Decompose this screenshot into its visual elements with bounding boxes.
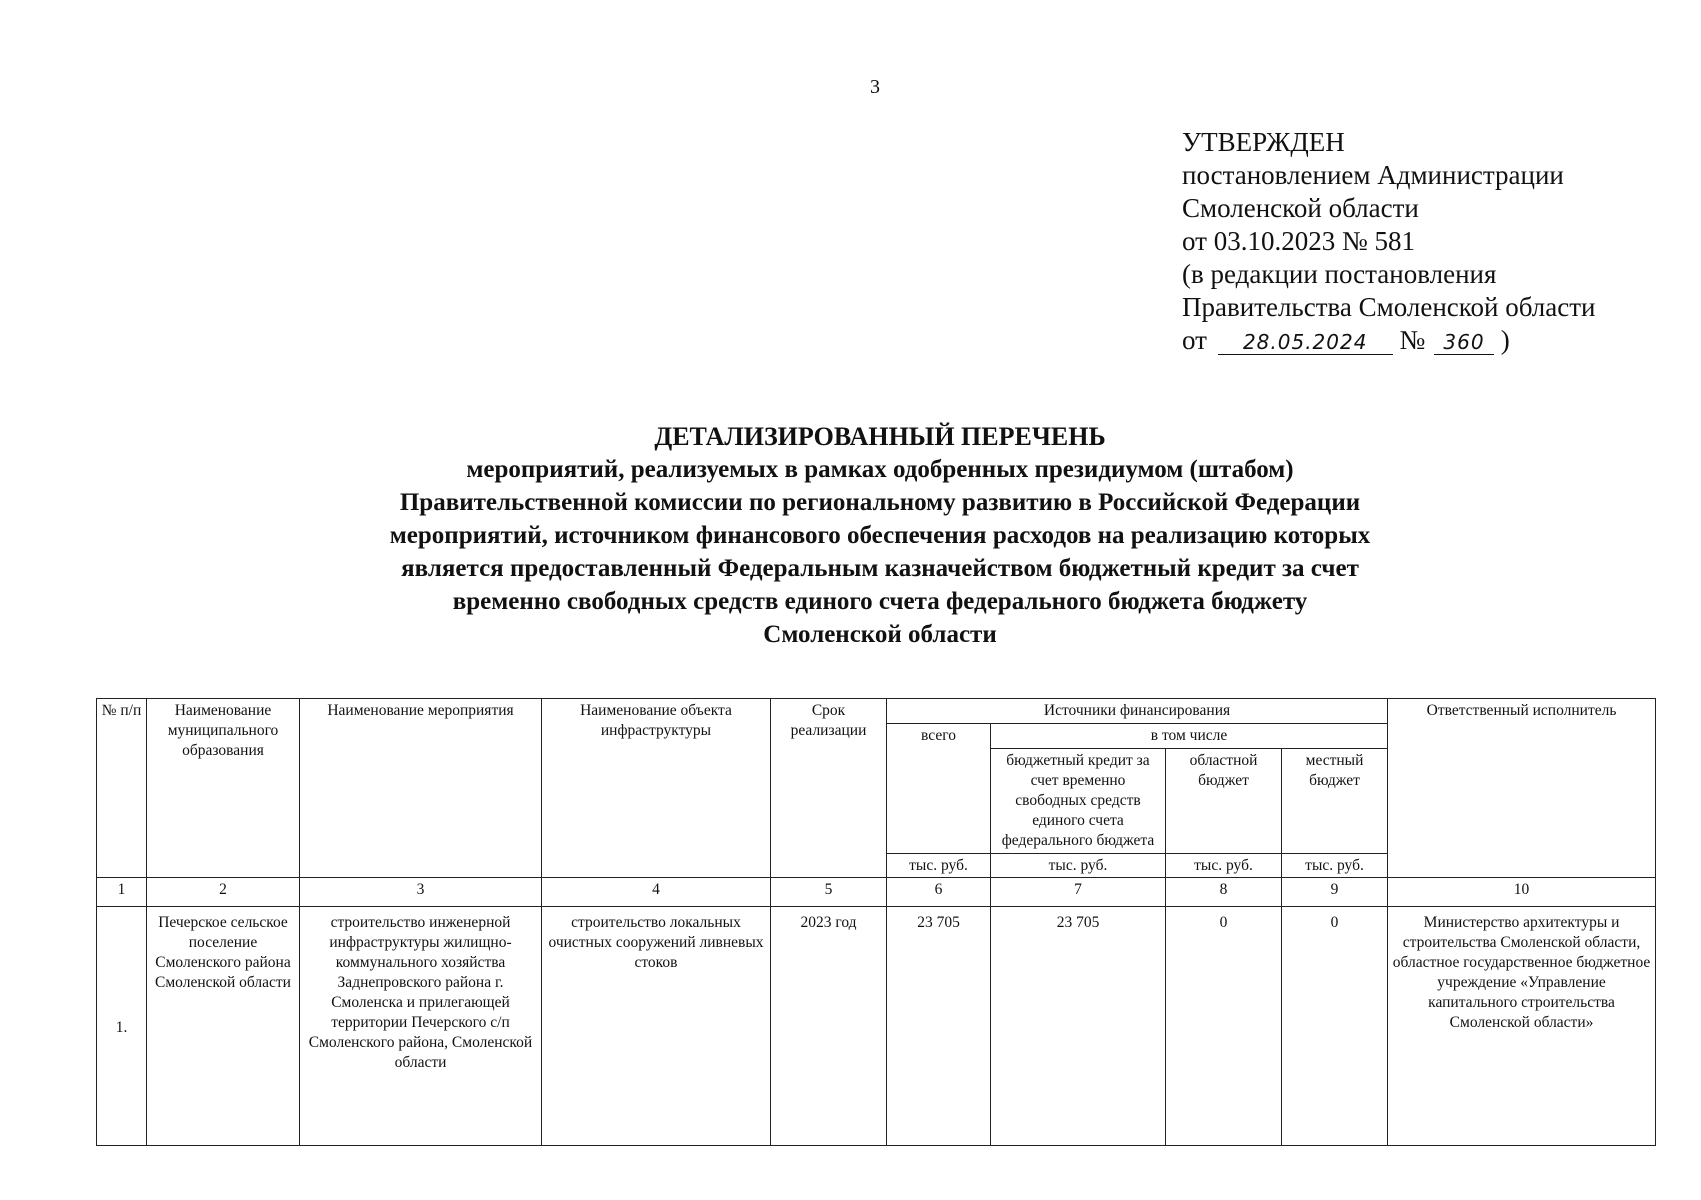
unit-total: тыс. руб. xyxy=(887,854,991,878)
approval-line: Правительства Смоленской области xyxy=(1182,292,1596,322)
column-number: 3 xyxy=(300,878,542,907)
header-row xyxy=(97,699,1656,724)
header-event: Наименование мероприятия xyxy=(300,699,542,878)
column-number: 7 xyxy=(991,878,1166,907)
column-number: 9 xyxy=(1282,878,1388,907)
column-number: 1 xyxy=(97,878,147,907)
cell-period: 2023 год xyxy=(771,907,887,1146)
cell-event: строительство инженерной инфраструктуры жилищно-коммунального хозяйства Заднепровского района г. Смоленска и прилегающей территории Печерского с/п Смоленского района, Смоленской области xyxy=(300,907,542,1146)
cell-municipality: Печерское сельское поселение Смоленского района Смоленской области xyxy=(147,907,300,1146)
number-prefix: № xyxy=(1399,325,1426,355)
document-title xyxy=(240,420,1520,651)
column-number-row xyxy=(97,878,1656,907)
cell-local: 0 xyxy=(1282,907,1388,1146)
column-number: 8 xyxy=(1166,878,1282,907)
title-line: мероприятий, источником финансового обеспечения расходов на реализацию которых xyxy=(389,522,1371,549)
column-number: 6 xyxy=(887,878,991,907)
approval-line: от 03.10.2023 № 581 xyxy=(1182,226,1415,256)
column-number: 5 xyxy=(771,878,887,907)
header-sources: Источники финансирования xyxy=(887,699,1388,724)
title-line: Смоленской области xyxy=(763,621,997,648)
approval-line: Смоленской области xyxy=(1182,193,1419,223)
header-executor: Ответственный исполнитель xyxy=(1388,699,1656,878)
title-line: Правительственной комиссии по региональному развитию в Российской Федерации xyxy=(399,489,1361,516)
column-number: 4 xyxy=(542,878,771,907)
column-number: 2 xyxy=(147,878,300,907)
closing-paren: ) xyxy=(1500,325,1510,355)
approval-date-line xyxy=(1182,324,1682,357)
page-number: 3 xyxy=(870,76,880,98)
header-including: в том числе xyxy=(991,724,1388,749)
title-line: временно свободных средств единого счета федерального бюджета бюджету xyxy=(452,588,1308,615)
approval-stamp xyxy=(1182,126,1682,357)
table-row xyxy=(97,907,1656,1146)
unit-regional: тыс. руб. xyxy=(1166,854,1282,878)
date-prefix: от xyxy=(1182,325,1207,355)
header-period: Срок реализации xyxy=(771,699,887,878)
unit-budget-credit: тыс. руб. xyxy=(991,854,1166,878)
title-line: является предоставленный Федеральным казначейством бюджетный кредит за счет xyxy=(401,555,1359,582)
title-line: мероприятий, реализуемых в рамках одобренных президиумом (штабом) xyxy=(466,456,1294,483)
title-main: ДЕТАЛИЗИРОВАННЫЙ ПЕРЕЧЕНЬ xyxy=(654,422,1106,451)
unit-local: тыс. руб. xyxy=(1282,854,1388,878)
events-table xyxy=(96,698,1656,1146)
handwritten-date: 28.05.2024 xyxy=(1218,330,1393,355)
header-municipality: Наименование муниципального образования xyxy=(147,699,300,878)
approval-line: постановлением Администрации xyxy=(1182,160,1564,190)
header-total: всего xyxy=(887,724,991,854)
approval-line: (в редакции постановления xyxy=(1182,259,1497,289)
cell-budget-credit: 23 705 xyxy=(991,907,1166,1146)
cell-object: строительство локальных очистных сооружений ливневых стоков xyxy=(542,907,771,1146)
header-num: № п/п xyxy=(97,699,147,878)
cell-total: 23 705 xyxy=(887,907,991,1146)
cell-executor: Министерство архитектуры и строительства Смоленской области, областное государственное бюджетное учреждение «Управление капитального строительства Смоленской области» xyxy=(1388,907,1656,1146)
header-regional: областной бюджет xyxy=(1166,749,1282,854)
column-number: 10 xyxy=(1388,878,1656,907)
header-object: Наименование объекта инфраструктуры xyxy=(542,699,771,878)
header-local: местный бюджет xyxy=(1282,749,1388,854)
header-budget-credit: бюджетный кредит за счет временно свободных средств единого счета федерального бюджета xyxy=(991,749,1166,854)
cell-regional: 0 xyxy=(1166,907,1282,1146)
cell-num: 1. xyxy=(97,907,147,1146)
handwritten-number: 360 xyxy=(1434,330,1494,355)
approval-line: УТВЕРЖДЕН xyxy=(1182,127,1345,157)
